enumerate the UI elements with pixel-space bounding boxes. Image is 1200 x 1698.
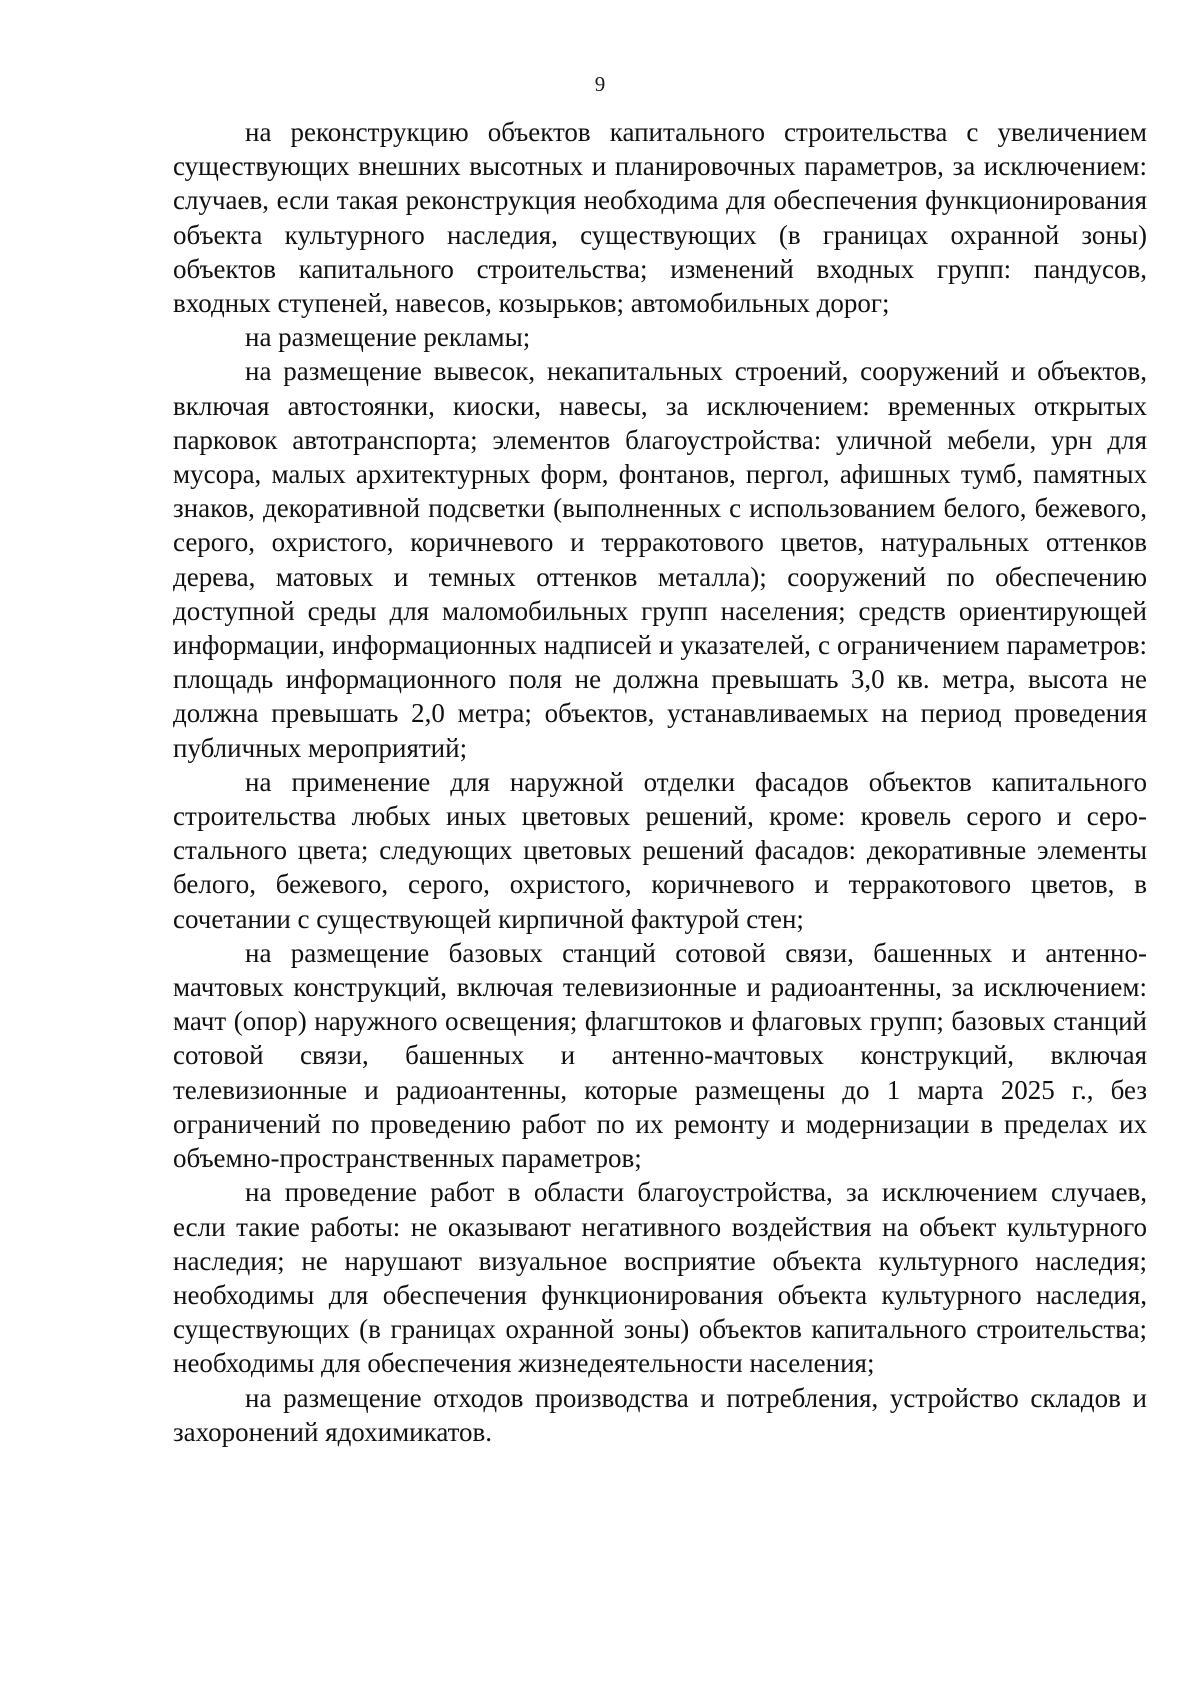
paragraph-cellular-station-restriction: на размещение базовых станций сотовой связи, башенных и антенно-мачтовых конструкций, включая телевизионные и радиоантенны, за исключением: мачт (опор) наружного освещения; флагштоков и флаговых групп; базовых станций сотовой связи, башенных и антенно-мачтовых конструкций, включая телевизионные и радиоантенны, которые размещены до 1 марта 2025 г., без ограничений по проведению работ по их ремонту и модернизации в пределах их объемно-пространственных параметров; bbox=[173, 937, 1147, 1174]
paragraph-advertising-restriction: на размещение рекламы; bbox=[245, 322, 531, 353]
paragraph-reconstruction-restriction: на реконструкцию объектов капитального строительства с увеличением существующих внешних высотных и планировочных параметров, за исключением: случаев, если такая реконструкция необходима для обеспечения функционирования объекта культурного наследия, существующих (в границах охранной зоны) объектов капитального строительства; изменений входных групп: пандусов, входных ступеней, навесов, козырьков; автомобильных дорог; bbox=[173, 117, 1147, 319]
paragraph-landscaping-restriction: на проведение работ в области благоустройства, за исключением случаев, если такие работы: не оказывают негативного воздействия на объект культурного наследия; не нарушают визуальное восприятие объекта культурного наследия; необходимы для обеспечения функционирования объекта культурного наследия, существующих (в границах охранной зоны) объектов капитального строительства; необходимы для обеспечения жизнедеятельности населения; bbox=[173, 1177, 1147, 1379]
paragraph-facade-color-restriction: на применение для наружной отделки фасадов объектов капитального строительства любых иных цветовых решений, кроме: кровель серого и серо-стального цвета; следующих цветовых решений фасадов: декоративные элементы белого, бежевого, серого, охристого, коричневого и терракотового цветов, в сочетании с существующей кирпичной фактурой стен; bbox=[173, 766, 1147, 934]
document-body bbox=[173, 115, 1147, 1449]
page-number: 9 bbox=[594, 72, 606, 96]
paragraph-signage-restriction: на размещение вывесок, некапитальных строений, сооружений и объектов, включая автостоянки, киоски, навесы, за исключением: временных открытых парковок автотранспорта; элементов благоустройства: уличной мебели, урн для мусора, малых архитектурных форм, фонтанов, пергол, афишных тумб, памятных знаков, декоративной подсветки (выполненных с использованием белого, бежевого, серого, охристого, коричневого и терракотового цветов, натуральных оттенков дерева, матовых и темных оттенков металла); сооружений по обеспечению доступной среды для маломобильных групп населения; средств ориентирующей информации, информационных надписей и указателей, с ограничением параметров: площадь информационного поля не должна превышать 3,0 кв. метра, высота не должна превышать 2,0 метра; объектов, устанавливаемых на период проведения публичных мероприятий; bbox=[173, 356, 1147, 763]
paragraph-waste-restriction: на размещение отходов производства и потребления, устройство складов и захоронений ядохимикатов. bbox=[173, 1382, 1147, 1447]
